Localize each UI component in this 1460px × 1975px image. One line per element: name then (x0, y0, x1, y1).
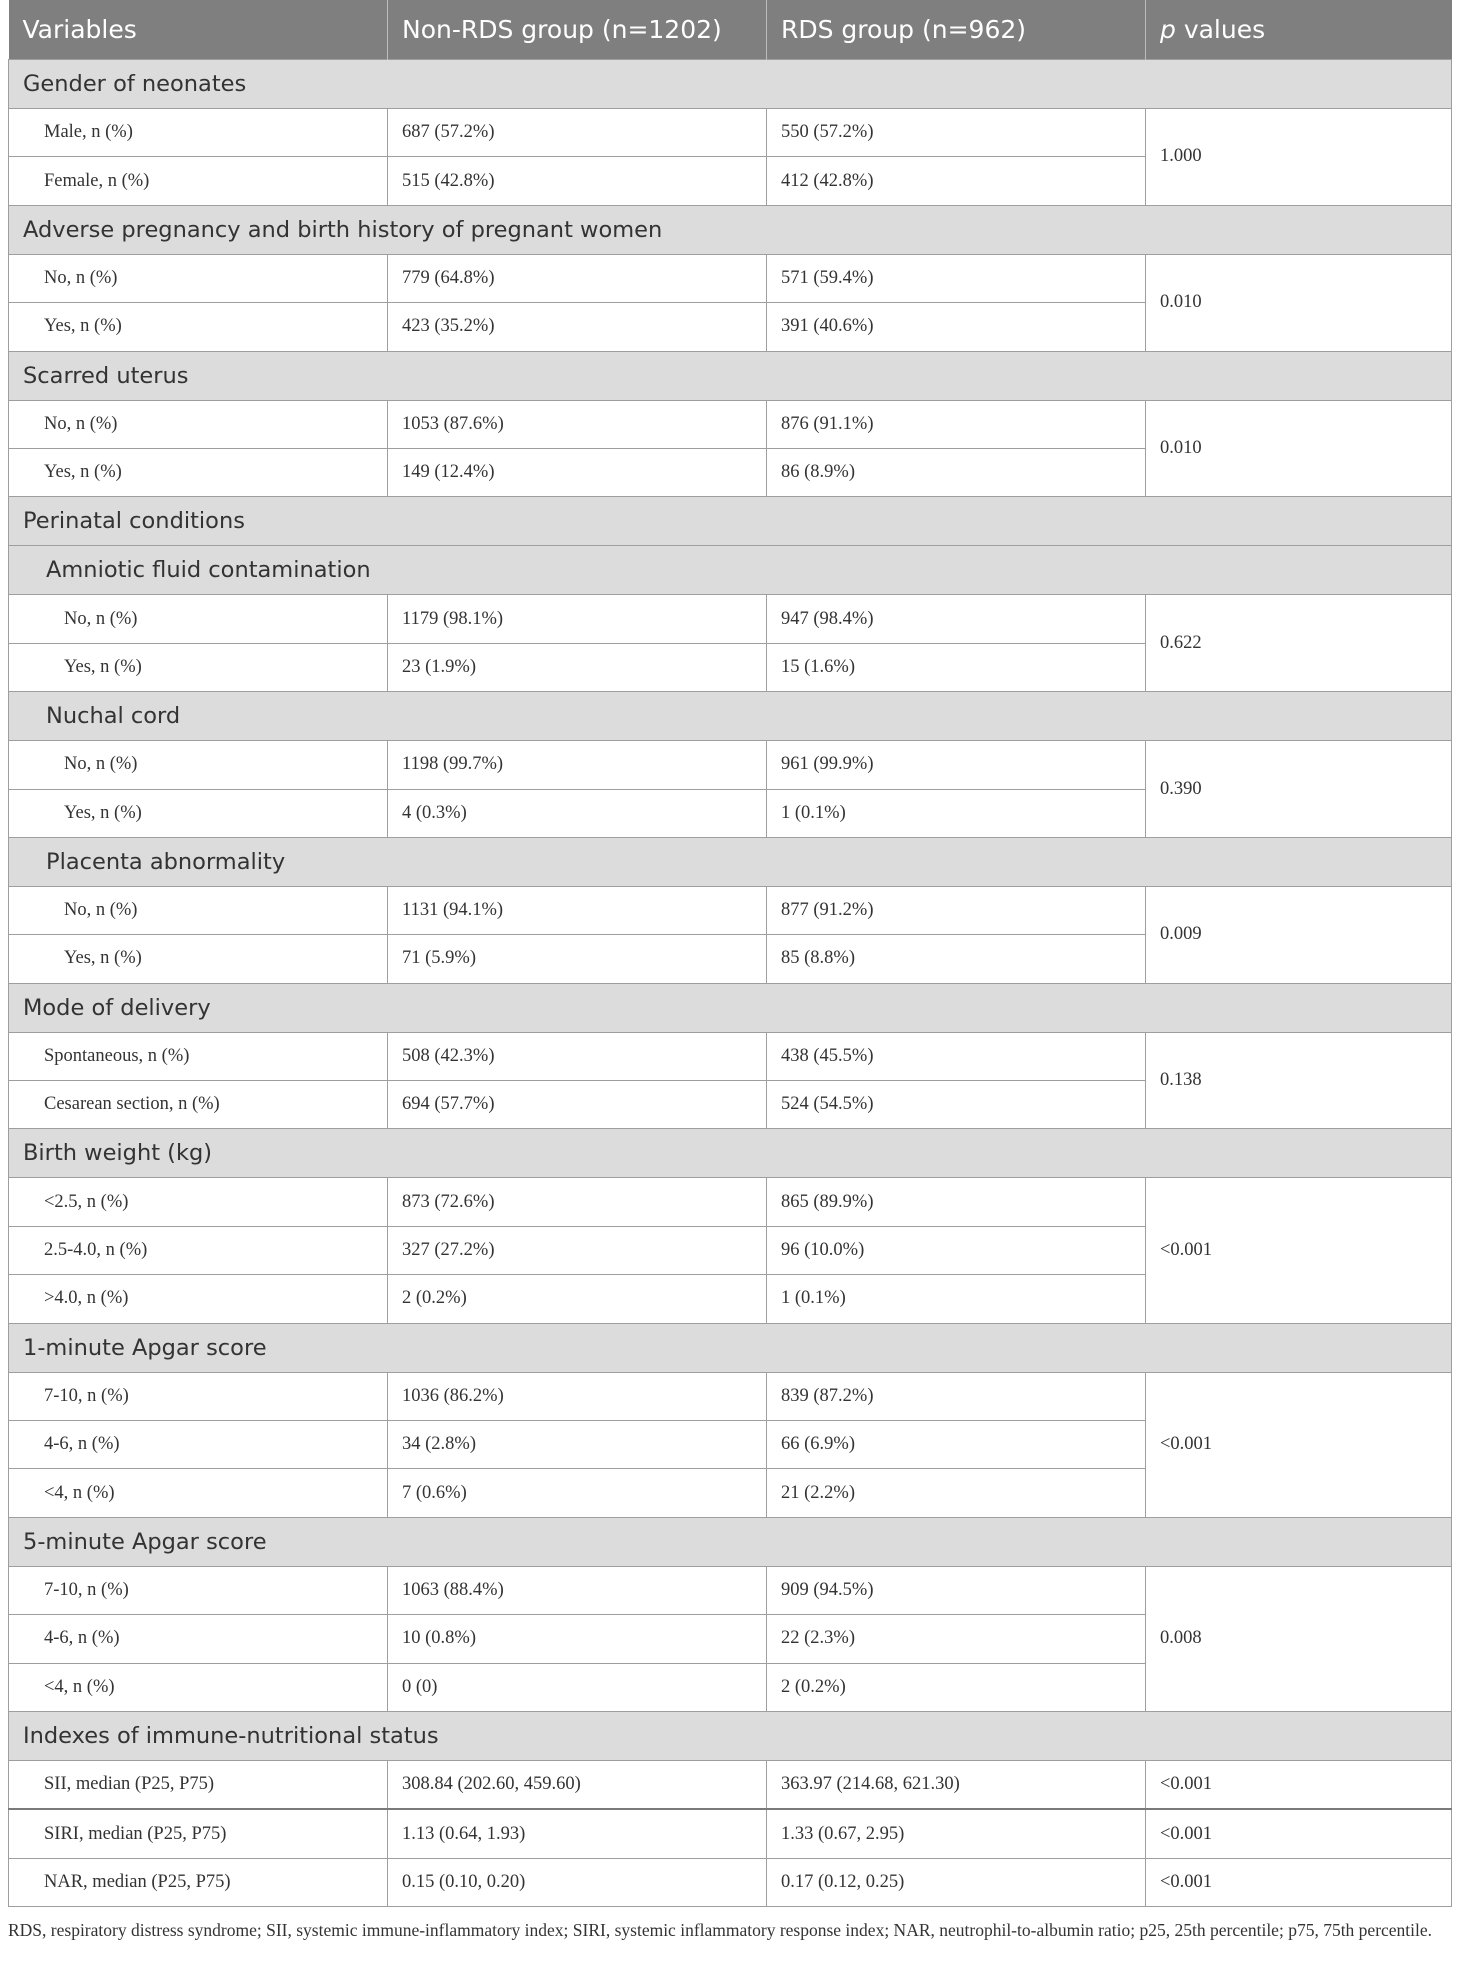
row-label: >4.0, n (%) (9, 1275, 388, 1323)
section-title: Perinatal conditions (9, 497, 1452, 546)
non-rds-value: 7 (0.6%) (388, 1469, 767, 1517)
non-rds-value: 1179 (98.1%) (388, 595, 767, 643)
non-rds-value: 694 (57.7%) (388, 1081, 767, 1129)
rds-value: 1 (0.1%) (767, 1275, 1146, 1323)
rds-value: 909 (94.5%) (767, 1566, 1146, 1614)
non-rds-value: 687 (57.2%) (388, 109, 767, 157)
p-value: 1.000 (1146, 109, 1452, 206)
rds-value: 66 (6.9%) (767, 1421, 1146, 1469)
table-row (9, 1809, 1452, 1858)
non-rds-value: 1036 (86.2%) (388, 1372, 767, 1420)
non-rds-value: 0.15 (0.10, 0.20) (388, 1858, 767, 1906)
row-label: Yes, n (%) (9, 303, 388, 351)
subsection-row-nuchal (9, 692, 1452, 741)
table-row (9, 1566, 1452, 1614)
section-title: Indexes of immune-nutritional status (9, 1711, 1452, 1760)
p-value: <0.001 (1146, 1760, 1452, 1809)
section-row-birth-weight (9, 1129, 1452, 1178)
table-row (9, 254, 1452, 302)
section-row-adverse (9, 205, 1452, 254)
section-row-gender (9, 60, 1452, 109)
non-rds-value: 327 (27.2%) (388, 1226, 767, 1274)
non-rds-value: 873 (72.6%) (388, 1178, 767, 1226)
non-rds-value: 1063 (88.4%) (388, 1566, 767, 1614)
rds-value: 0.17 (0.12, 0.25) (767, 1858, 1146, 1906)
non-rds-value: 34 (2.8%) (388, 1421, 767, 1469)
rds-value: 947 (98.4%) (767, 595, 1146, 643)
row-label: 7-10, n (%) (9, 1372, 388, 1420)
rds-value: 22 (2.3%) (767, 1615, 1146, 1663)
row-label: No, n (%) (9, 741, 388, 789)
non-rds-value: 0 (0) (388, 1663, 767, 1711)
rds-value: 96 (10.0%) (767, 1226, 1146, 1274)
table-row (9, 886, 1452, 934)
non-rds-value: 1131 (94.1%) (388, 886, 767, 934)
table-row (9, 1178, 1452, 1226)
row-label: Male, n (%) (9, 109, 388, 157)
row-label: Cesarean section, n (%) (9, 1081, 388, 1129)
row-label: No, n (%) (9, 400, 388, 448)
row-label: Yes, n (%) (9, 789, 388, 837)
rds-value: 550 (57.2%) (767, 109, 1146, 157)
header-non-rds: Non-RDS group (n=1202) (388, 0, 767, 60)
table-footnote: RDS, respiratory distress syndrome; SII, systemic immune-inflammatory index; SIRI, systemic inflammatory response index; NAR, neutrophil-to-albumin ratio; p25, 25th percentile; p75, 75th percentile. (8, 1920, 1433, 1940)
row-label: 7-10, n (%) (9, 1566, 388, 1614)
header-p-italic: p (1160, 15, 1176, 44)
rds-value: 865 (89.9%) (767, 1178, 1146, 1226)
table-container (8, 0, 1451, 1907)
p-value: <0.001 (1146, 1809, 1452, 1858)
rds-value: 961 (99.9%) (767, 741, 1146, 789)
table-row (9, 595, 1452, 643)
p-value: <0.001 (1146, 1178, 1452, 1323)
section-row-perinatal (9, 497, 1452, 546)
p-value: 0.010 (1146, 254, 1452, 351)
row-label: <4, n (%) (9, 1469, 388, 1517)
rds-value: 363.97 (214.68, 621.30) (767, 1760, 1146, 1809)
rds-value: 391 (40.6%) (767, 303, 1146, 351)
non-rds-value: 23 (1.9%) (388, 643, 767, 691)
header-row (9, 0, 1452, 60)
non-rds-value: 71 (5.9%) (388, 935, 767, 983)
section-title: 1-minute Apgar score (9, 1323, 1452, 1372)
non-rds-value: 779 (64.8%) (388, 254, 767, 302)
rds-value: 438 (45.5%) (767, 1032, 1146, 1080)
header-rds: RDS group (n=962) (767, 0, 1146, 60)
rds-value: 15 (1.6%) (767, 643, 1146, 691)
non-rds-value: 423 (35.2%) (388, 303, 767, 351)
p-value: 0.138 (1146, 1032, 1452, 1129)
rds-value: 571 (59.4%) (767, 254, 1146, 302)
p-value: 0.009 (1146, 886, 1452, 983)
row-label: <2.5, n (%) (9, 1178, 388, 1226)
rds-value: 1.33 (0.67, 2.95) (767, 1809, 1146, 1858)
row-label: 4-6, n (%) (9, 1421, 388, 1469)
section-row-immune (9, 1711, 1452, 1760)
header-p-rest: values (1175, 15, 1266, 44)
section-row-scarred (9, 351, 1452, 400)
row-label: SIRI, median (P25, P75) (9, 1809, 388, 1858)
table-row (9, 1372, 1452, 1420)
row-label: Yes, n (%) (9, 935, 388, 983)
header-p-values (1146, 0, 1452, 60)
section-title: Gender of neonates (9, 60, 1452, 109)
non-rds-value: 149 (12.4%) (388, 448, 767, 496)
non-rds-value: 1053 (87.6%) (388, 400, 767, 448)
rds-value: 412 (42.8%) (767, 157, 1146, 205)
row-label: SII, median (P25, P75) (9, 1760, 388, 1809)
non-rds-value: 508 (42.3%) (388, 1032, 767, 1080)
row-label: No, n (%) (9, 886, 388, 934)
table-row (9, 1858, 1452, 1906)
non-rds-value: 2 (0.2%) (388, 1275, 767, 1323)
row-label: NAR, median (P25, P75) (9, 1858, 388, 1906)
section-title: Birth weight (kg) (9, 1129, 1452, 1178)
rds-value: 877 (91.2%) (767, 886, 1146, 934)
table-row (9, 109, 1452, 157)
section-title: Adverse pregnancy and birth history of pregnant women (9, 205, 1452, 254)
non-rds-value: 1.13 (0.64, 1.93) (388, 1809, 767, 1858)
row-label: Yes, n (%) (9, 448, 388, 496)
section-row-delivery (9, 983, 1452, 1032)
subsection-title: Amniotic fluid contamination (9, 546, 1452, 595)
row-label: 2.5-4.0, n (%) (9, 1226, 388, 1274)
row-label: Yes, n (%) (9, 643, 388, 691)
row-label: <4, n (%) (9, 1663, 388, 1711)
table-row (9, 400, 1452, 448)
p-value: <0.001 (1146, 1858, 1452, 1906)
p-value: 0.010 (1146, 400, 1452, 497)
subsection-row-placenta (9, 837, 1452, 886)
section-title: Scarred uterus (9, 351, 1452, 400)
characteristics-table (8, 0, 1452, 1907)
table-row (9, 741, 1452, 789)
rds-value: 1 (0.1%) (767, 789, 1146, 837)
non-rds-value: 10 (0.8%) (388, 1615, 767, 1663)
rds-value: 86 (8.9%) (767, 448, 1146, 496)
row-label: No, n (%) (9, 595, 388, 643)
section-row-apgar-1 (9, 1323, 1452, 1372)
p-value: 0.008 (1146, 1566, 1452, 1711)
rds-value: 21 (2.2%) (767, 1469, 1146, 1517)
p-value: 0.390 (1146, 741, 1452, 838)
non-rds-value: 308.84 (202.60, 459.60) (388, 1760, 767, 1809)
subsection-title: Nuchal cord (9, 692, 1452, 741)
p-value: 0.622 (1146, 595, 1452, 692)
non-rds-value: 515 (42.8%) (388, 157, 767, 205)
section-title: 5-minute Apgar score (9, 1517, 1452, 1566)
section-title: Mode of delivery (9, 983, 1452, 1032)
section-row-apgar-5 (9, 1517, 1452, 1566)
row-label: Female, n (%) (9, 157, 388, 205)
non-rds-value: 4 (0.3%) (388, 789, 767, 837)
row-label: Spontaneous, n (%) (9, 1032, 388, 1080)
row-label: 4-6, n (%) (9, 1615, 388, 1663)
subsection-title: Placenta abnormality (9, 837, 1452, 886)
header-variables: Variables (9, 0, 388, 60)
non-rds-value: 1198 (99.7%) (388, 741, 767, 789)
rds-value: 85 (8.8%) (767, 935, 1146, 983)
rds-value: 2 (0.2%) (767, 1663, 1146, 1711)
p-value: <0.001 (1146, 1372, 1452, 1517)
subsection-row-amniotic (9, 546, 1452, 595)
rds-value: 839 (87.2%) (767, 1372, 1146, 1420)
table-row (9, 1032, 1452, 1080)
rds-value: 524 (54.5%) (767, 1081, 1146, 1129)
row-label: No, n (%) (9, 254, 388, 302)
rds-value: 876 (91.1%) (767, 400, 1146, 448)
table-row (9, 1760, 1452, 1809)
